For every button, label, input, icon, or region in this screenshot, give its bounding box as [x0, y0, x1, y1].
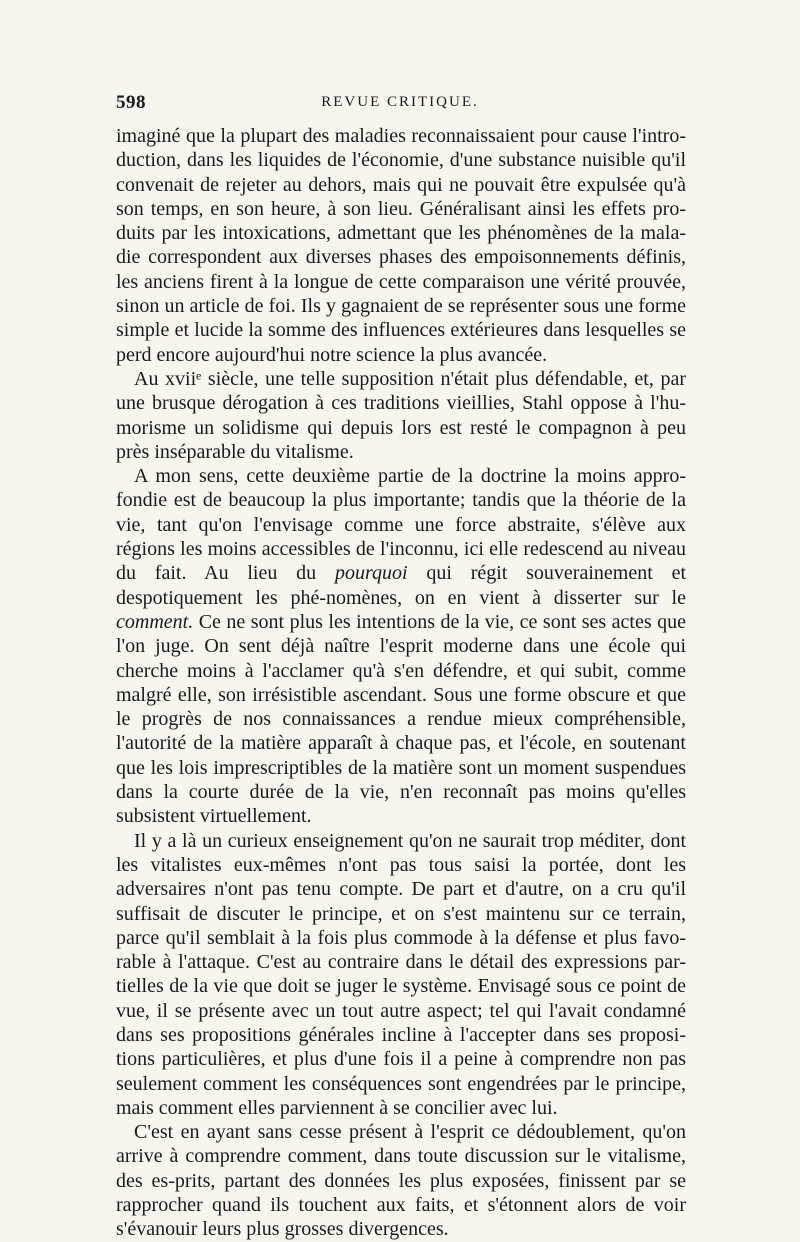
paragraph-5: C'est en ayant sans cesse présent à l'esprit ce dédoublement, qu'on arrive à comprendre comment, dans toute discussion sur le vitalisme, des es-prits, partant des données les plus exposées, finissent par se rapprocher quand ils touchent aux faits, et s'étonnent alors de voir s'évanouir leurs plus grosses divergences.	[116, 1121, 686, 1241]
paragraph-3	[116, 464, 686, 828]
paragraph-3-part-a: A mon sens, cette deuxième partie de la doctrine la moins appro-fondie est de beaucoup la plus importante; tandis que la théorie de la vie, tant qu'on l'envisage comme une force abstraite, s'élève aux régions les moins accessibles de l'inconnu, ici elle redescend au niveau du fait. Au lieu du	[116, 465, 686, 585]
body-text	[116, 124, 686, 1242]
running-title: REVUE CRITIQUE.	[321, 94, 479, 110]
paragraph-3-pourquoi: pourquoi	[334, 562, 408, 585]
paragraph-1: imaginé que la plupart des maladies reconnaissaient pour cause l'intro-duction, dans les liquides de l'économie, d'une substance nuisible qu'il convenait de rejeter au dehors, mais qui ne pouvait être expulsée qu'à son temps, en son heure, à son lieu. Généralisant ainsi les effets pro-duits par les intoxications, admettant que les phénomènes de la mala-die correspondent aux diverses phases des empoisonnements définis, les anciens firent à la longue de cette comparaison une vérité prouvée, sinon un article de foi. Ils y gagnaient de se représenter sous une forme simple et lucide la somme des influences extérieures dans lesquelles se perd encore aujourd'hui notre science la plus avancée.	[116, 125, 686, 366]
page-header	[116, 92, 684, 118]
paragraph-4: Il y a là un curieux enseignement qu'on ne saurait trop méditer, dont les vitalistes eux-mêmes n'ont pas tous saisi la portée, dont les adversaires n'ont pas tenu compte. De part et d'autre, on a cru qu'il suffisait de discuter le principe, et on s'est maintenu sur ce terrain, parce qu'il semblait à la fois plus commode à la défense et plus favo-rable à l'attaque. C'est au contraire dans le détail des expressions par-tielles de la vie que doit se juger le système. Envisagé sous ce point de vue, il se présente avec un tout autre aspect; tel qui l'avait condamné dans ses propositions générales incline à l'accepter dans ses proposi-tions particulières, et plus d'une fois il a peine à comprendre non pas seulement comment les conséquences sont engendrées par le principe, mais comment elles parviennent à se concilier avec lui.	[116, 829, 686, 1119]
page-number: 598	[116, 92, 146, 113]
paragraph-3-part-c: Ce ne sont plus les intentions de la vie, ce sont ses actes que l'on juge. On sent déjà naître l'esprit moderne dans une école qui cherche moins à l'acclamer qu'à s'en défendre, et qui subit, comme malgré elle, son irrésistible ascendant. Sous une forme obscure et que le progrès de nos connaissances a rendue mieux compréhensible, l'autorité de la matière apparaît à chaque pas, et l'école, en soutenant que les lois imprescriptibles de la matière sont un moment suspendues dans la courte durée de la vie, n'en reconnaît pas moins qu'elles subsistent virtuellement.	[116, 610, 686, 828]
paragraph-2: Au xviiᵉ siècle, une telle supposition n'était plus défendable, et, par une brusque dérogation à ces traditions vieillies, Stahl oppose à l'hu-morisme un solidisme qui depuis lors est resté le compagnon à peu près inséparable du vitalisme.	[116, 367, 686, 463]
paragraph-3-part-b: qui régit souverainement et despotiquement les phé-nomènes, on en vient à disserter sur le	[116, 562, 686, 609]
paragraph-3-comment: comment.	[116, 610, 194, 633]
